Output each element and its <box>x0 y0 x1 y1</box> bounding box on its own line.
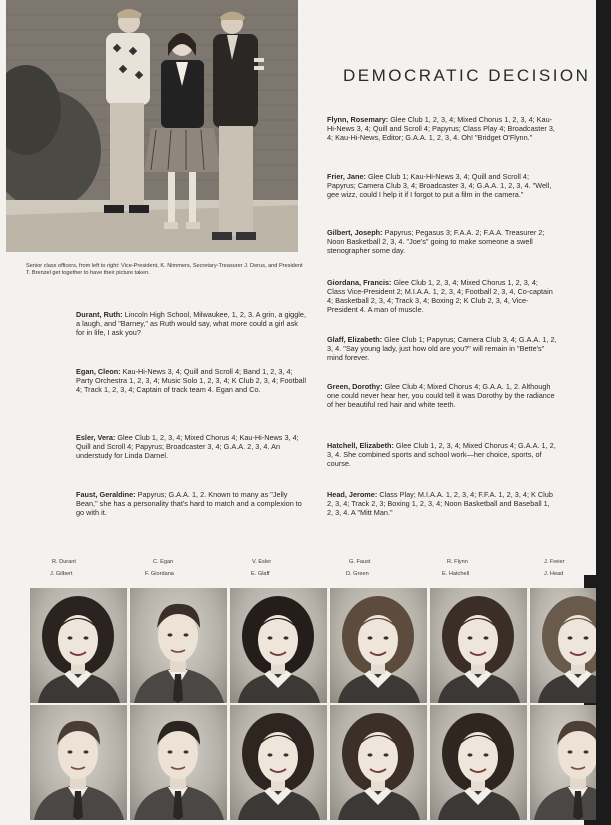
entry-esler <box>76 433 308 460</box>
entry-text: Glee Club 1, 2, 3, 4; Mixed Chorus 1, 2, 3, 4; Class Vice-President 2; M.I.A.A. 1, 2, 3, 4; Football 2, 3, 4, Co-captain 4; Basketball 2, 3, 4; Track 3, 4; Boxing 2; K Club 2, 3, 4, Vice-President 4. A man of muscle. <box>327 278 553 314</box>
portrait-illustration <box>530 588 596 703</box>
portrait-illustration <box>230 705 327 820</box>
portrait-label: G. Faust <box>349 559 371 565</box>
entry-text: Papyrus; Pegasus 3; F.A.A. 2; F.A.A. Treasurer 2; Noon Basketball 2, 3, 4. "Joe's" going to make someone a swell stenographer some day. <box>327 228 545 255</box>
student-portrait <box>130 588 227 703</box>
entry-text: Papyrus; G.A.A. 1, 2. Known to many as "Jelly Bean," she has a personality that's hard to match and a complexion to go with it. <box>76 490 302 517</box>
student-portrait <box>330 588 427 703</box>
entry-name: Giordana, Francis: <box>327 278 392 287</box>
section-title: DEMOCRATIC DECISION <box>343 66 591 85</box>
entry-name: Egan, Cleon: <box>76 367 121 376</box>
student-portrait <box>30 705 127 820</box>
portrait-illustration <box>130 588 227 703</box>
student-portrait <box>230 705 327 820</box>
portrait-illustration <box>30 588 127 703</box>
entry-name: Esler, Vera: <box>76 433 116 442</box>
entry-head <box>327 490 557 517</box>
student-portrait <box>530 588 596 703</box>
entry-text: Lincoln High School, Milwaukee, 1, 2, 3. A grin, a giggle, a laugh, and "Barney," as Ruth would say, what more could a girl ask for in life, I ask you? <box>76 310 306 337</box>
portrait-illustration <box>130 705 227 820</box>
group-photo-illustration <box>6 0 298 252</box>
entry-glaff <box>327 335 557 362</box>
student-portrait <box>430 588 527 703</box>
entry-text: Glee Club 1, 2, 3, 4; Mixed Chorus 4; Kau-Hi-News 3, 4; Quill and Scroll 4; Papyrus; Broadcaster 3, 4; G.A.A. 2, 3, 4. An understudy for Linda Darnel. <box>76 433 299 460</box>
entry-name: Durant, Ruth: <box>76 310 123 319</box>
entry-name: Frier, Jane: <box>327 172 366 181</box>
entry-name: Faust, Geraldine: <box>76 490 136 499</box>
entry-frier <box>327 172 557 199</box>
portrait-label: J. Gilbert <box>50 571 73 577</box>
portrait-labels-top <box>24 559 594 569</box>
entry-gilbert <box>327 228 557 255</box>
entry-durant <box>76 310 308 337</box>
portrait-illustration <box>430 588 527 703</box>
entry-hatchell <box>327 441 557 468</box>
entry-green <box>327 382 557 409</box>
entry-giordana <box>327 278 557 314</box>
entry-text: Glee Club 1, 2, 3, 4; Mixed Chorus 1, 2, 3, 4; Kau-Hi-News 3, 4; Quill and Scroll 4; Papyrus; Class Play 4; Broadcaster 3, 4; Kau-Hi-News, Editor; G.A.A. 1, 2, 3, 4. Oh! "Bridget O'Flynn." <box>327 115 555 142</box>
student-portrait <box>430 705 527 820</box>
entry-egan <box>76 367 308 394</box>
entry-name: Glaff, Elizabeth: <box>327 335 383 344</box>
student-portrait <box>530 705 596 820</box>
portrait-illustration <box>430 705 527 820</box>
portrait-label: J. Freier <box>544 559 565 565</box>
entry-flynn <box>327 115 557 142</box>
portrait-label: D. Green <box>346 571 369 577</box>
portrait-illustration <box>230 588 327 703</box>
entry-name: Hatchell, Elizabeth: <box>327 441 394 450</box>
entry-text: Kau-Hi-News 3, 4; Quill and Scroll 4; Band 1, 2, 3, 4; Party Orchestra 1, 2, 3, 4; Music Solo 1, 2, 3, 4; K Club 2, 3, 4; Football 4; Track 1, 2, 3, 4; Captain of track team 4. Egan and Co. <box>76 367 306 394</box>
portrait-label: E. Glaff <box>251 571 270 577</box>
entry-text: Glee Club 1, 2, 3, 4; Mixed Chorus 4; G.A.A. 1, 2, 3, 4. She combined sports and school work—her choice, sports, of course. <box>327 441 556 468</box>
entry-text: Glee Club 4; Mixed Chorus 4; G.A.A. 1, 2. Although one could never hear her, you could tell it was Dorothy by the radiance of her beautiful red hair and white teeth. <box>327 382 555 409</box>
portrait-label: F. Giordana <box>145 571 174 577</box>
portrait-label: E. Hatchell <box>442 571 470 577</box>
student-portrait <box>130 705 227 820</box>
entry-name: Gilbert, Joseph: <box>327 228 383 237</box>
portrait-illustration <box>30 705 127 820</box>
entry-text: Glee Club 1; Papyrus; Camera Club 3, 4; G.A.A. 1, 2, 3, 4. "Say young lady, just how old are you?" will remain in "Bette's" mind forever. <box>327 335 557 362</box>
portrait-labels-bottom <box>24 571 594 581</box>
portrait-illustration <box>530 705 596 820</box>
portrait-label: V. Esler <box>252 559 272 565</box>
group-photo <box>6 0 298 252</box>
entry-name: Green, Dorothy: <box>327 382 383 391</box>
entry-text: Class Play; M.I.A.A. 1, 2, 3, 4; F.F.A. 1, 2, 3, 4; K Club 2, 3, 4; Track 2, 3; Boxing 1, 2, 3, 4; Noon Basketball and Baseball 1, 2, 3, 4. A "Mitt Man." <box>327 490 553 517</box>
portrait-label: J. Head <box>544 571 564 577</box>
portrait-label: R. Flynn <box>447 559 468 565</box>
entry-name: Head, Jerome: <box>327 490 378 499</box>
group-photo-caption: Senior class officers, from left to right: Vice-President, K. Nimmers, Secretary-Treasurer J. Derus, and President T. Brenzel get together to have their picture taken. <box>26 263 303 276</box>
entry-faust <box>76 490 308 517</box>
portrait-label: R. Durant <box>52 559 76 565</box>
portrait-label: C. Egan <box>153 559 174 565</box>
student-portrait <box>30 588 127 703</box>
portrait-illustration <box>330 588 427 703</box>
entry-text: Glee Club 1; Kau-Hi-News 3, 4; Quill and Scroll 4; Papyrus; Camera Club 3, 4; Broadcaster 3, 4; G.A.A. 1, 2, 3, 4. "Well, gee wizz, could I help it if I forgot to put a film in the camera." <box>327 172 552 199</box>
student-portrait <box>330 705 427 820</box>
entry-name: Flynn, Rosemary: <box>327 115 389 124</box>
portrait-illustration <box>330 705 427 820</box>
student-portrait <box>230 588 327 703</box>
